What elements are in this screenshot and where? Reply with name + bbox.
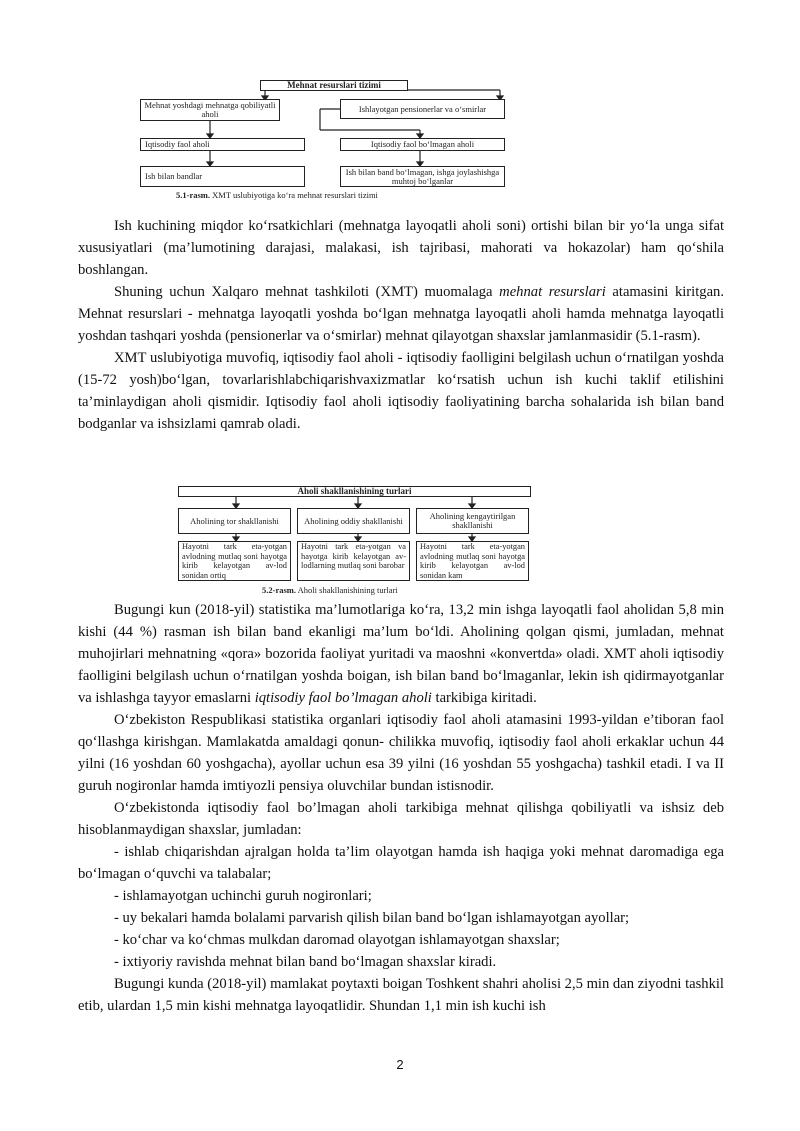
paragraph-5: O‘zbekiston Respublikasi statistika organlari iqtisodiy faol aholi atamasini 1993-yildan e’tiboran faol qo‘llashga kirishgan. Mamlakatda amaldagi qonun- chilikka muvofiq, iqtisodiy faol aholi erkaklar uchun 44 yilni (16 yoshdan 60 yoshgacha), ayollar uchun esa 39 yilni (16 yoshdan 55 yoshgacha) tashkil etadi. I va II guruh nogironlar hamda imtiyozli pensiya oluvchilar bundan istisnodir. — [78, 712, 724, 794]
paragraph-4-end: tarkibiga kiritadi. — [435, 690, 537, 706]
figure2-caption-label: 5.2-rasm. — [262, 585, 296, 595]
paragraph-4-start: Bugungi kun (2018-yil) statistika ma’lumotlariga ko‘ra, 13,2 min ishga layoqatli faol aholidan 5,8 min kishi (44 %) rasman ish bilan band ekanligi ma’lum bo‘ldi. Aholining qolgan qismi, jumladan, mehnat muhojirlari mehnatning «qora» bozorida faoliyat yuritadi va maoshni «konvertda» oladi. XMT aholi iqtisodiy faolligini belgilash uchun o‘rnatilgan yoshda boigan, ish bilan band bo‘lmaganlar, lekin ish qidirmayotganlar va ishlashga tayyor emaslarni — [78, 602, 724, 706]
figure1-title-box: Mehnat resurslari tizimi — [260, 80, 408, 91]
paragraph-6: O‘zbekistonda iqtisodiy faol bo’lmagan aholi tarkibiga mehnat qilishga qobiliyatli va ishsiz deb hisoblanmaydigan shaxslar, jumladan: — [78, 800, 724, 838]
paragraph-3: XMT uslubiyotiga muvofiq, iqtisodiy faol aholi - iqtisodiy faolligini belgilash uchun o‘rnatilgan yoshda (15-72 yosh)bo‘lgan, tovarlarishlabchiqarishvaxizmatlar ko‘rsatish uchun ish kuchi taklif etilishini ta’minlaydigan aholi qismidir. Iqtisodiy faol aholi iqtisodiy faoliyatining barcha sohalarida ish bilan band bodganlar va ishsizlami qamrab oladi. — [78, 350, 724, 432]
figure1-caption-label: 5.1-rasm. — [176, 190, 210, 200]
list-item-property-income: - ko‘char va ko‘chmas mulkdan daromad olayotgan ishlamayotgan shaxslar; — [114, 932, 560, 948]
figure2-body-simple: Hayotni tark eta-yotgan va hayotga kirib kelayotgan av-lodlarning mutlaq soni barobar — [297, 541, 410, 581]
figure2-body-extended: Hayotni tark eta-yotgan avlodning mutlaq soni hayotga kirib kelayotgan av-lod sonidan kam — [416, 541, 529, 581]
list-item-disabled: - ishlamayotgan uchinchi guruh nogironlari; — [114, 888, 372, 904]
paragraph-4 — [78, 599, 724, 709]
paragraph-2-end: atamasini kiritgan. Mehnat resurslari - mehnatga layoqatli yoshda bo‘lgan mehnatga layoqatli aholi hamda mehnatga layoqatli yoshdan tashqari yoshda (pensionerlar va o‘smirlar) mehnat qilayotgan shaxslar jamlanmasidir (5.1-rasm). — [78, 284, 724, 344]
figure1-box-working-pensioners: Ishlayotgan pensionerlar va o‘smirlar — [340, 99, 505, 119]
figure1-box-working-age: Mehnat yoshdagi mehnatga qobiliyatli aholi — [140, 99, 280, 121]
term-labor-resources: mehnat resurslari — [499, 284, 606, 300]
paragraph-1: Ish kuchining miqdor ko‘rsatkichlari (mehnatga layoqatli aholi soni) ortishi bilan bir yo‘la unga sifat xususiyatlari (ma’lumotining darajasi, malakasi, ish tajribasi, mahorati va hokazolar) ham qo‘shila boshlangan. — [78, 218, 724, 278]
figure1-caption-text: XMT uslubiyotiga ko‘ra mehnat resurslari tizimi — [212, 190, 378, 200]
figure2-caption-text: Aholi shakllanishining turlari — [297, 585, 398, 595]
figure2-caption — [262, 585, 398, 595]
figure1-box-inactive-population: Iqtisodiy faol bo‘lmagan aholi — [340, 138, 505, 151]
paragraph-2-start: Shuning uchun Xalqaro mehnat tashkiloti (XMT) muomalaga — [114, 284, 493, 300]
list-item-voluntary: - ixtiyoriy ravishda mehnat bilan band bo‘lmagan shaxslar kiradi. — [114, 954, 497, 970]
figure1-box-active-population: Iqtisodiy faol aholi — [140, 138, 305, 151]
figure1-box-unemployed: Ish bilan band bo‘lmagan, ishga joylashishga muhtoj bo‘lganlar — [340, 166, 505, 187]
figure2-head-narrow: Aholining tor shakllanishi — [178, 508, 291, 534]
paragraph-7: Bugungi kunda (2018-yil) mamlakat poytaxti boigan Toshkent shahri aholisi 2,5 min dan ziyodni tashkil etib, ulardan 1,5 min kishi mehnatga layoqatlidir. Shundan 1,1 min ish kuchi ish — [78, 976, 724, 1014]
figure2-head-extended: Aholining kengaytirilgan shakllanishi — [416, 508, 529, 534]
figure2-head-simple: Aholining oddiy shakllanishi — [297, 508, 410, 534]
page-number: 2 — [396, 1057, 404, 1072]
figure2-body-narrow: Hayotni tark eta-yotgan avlodning mutlaq soni hayotga kirib kelayotgan av-lod sonidan ortiq — [178, 541, 291, 581]
text-block-2 — [78, 599, 724, 1017]
term-inactive-population: iqtisodiy faol bo’lmagan aholi — [254, 690, 432, 706]
figure2-title-box: Aholi shakllanishining turlari — [178, 486, 531, 497]
figure1-box-employed: Ish bilan bandlar — [140, 166, 305, 187]
list-item-students: - ishlab chiqarishdan ajralgan holda ta’lim olayotgan hamda ish haqiga yoki mehnat daromadiga ega bo‘lmagan o‘quvchi va talabalar; — [78, 844, 724, 882]
list-item-housewives: - uy bekalari hamda bolalami parvarish qilish bilan band bo‘lgan ishlamayotgan ayollar; — [114, 910, 630, 926]
